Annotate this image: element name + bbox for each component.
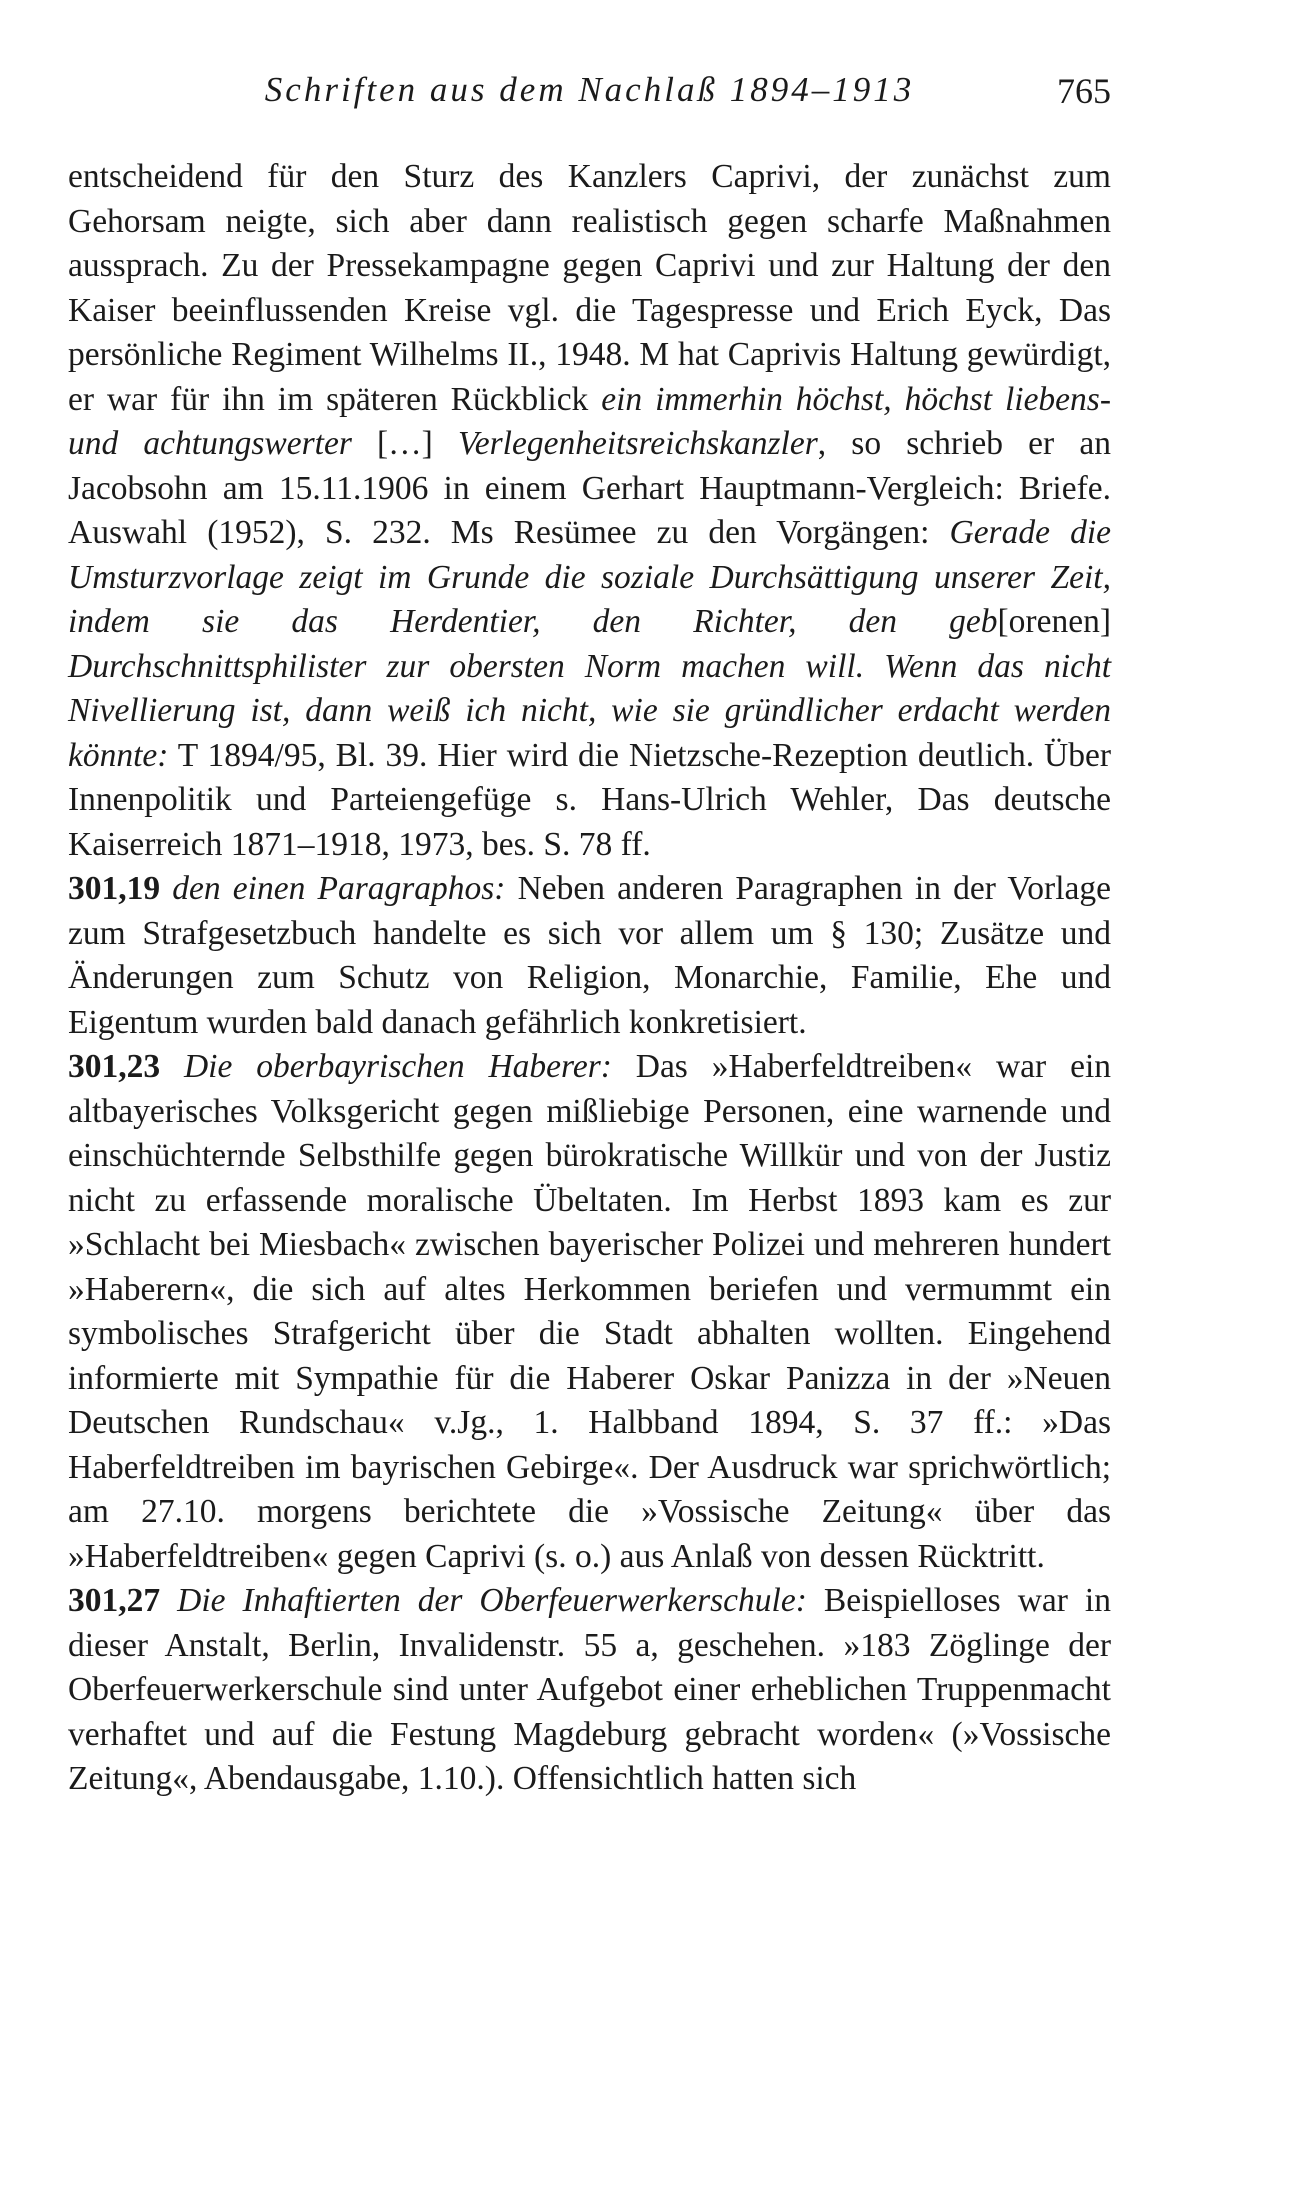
commentary-text: entscheidend für den Sturz des Kanzlers Caprivi, der zunächst zum Gehorsam neigte, sich aber dann realistisch gegen scharfe Maßnahmen aussprach. Zu der Pressekampagne gegen Caprivi und zur Haltung der den Kaiser beeinflussenden Kreise vgl. die Tagespresse und Erich Eyck, Das persönliche Regiment Wilhelms <box>68 158 1111 373</box>
page-number: 765 <box>1057 71 1111 111</box>
quoted-text: Verlegenheitsreichskanzler <box>458 425 818 462</box>
commentary-text: [orenen] <box>997 603 1111 640</box>
quoted-text: Gerade die Umsturzvorlage zeigt im Grunde die soziale Durchsättigung unserer Zeit, indem sie das Herdentier, den Richter, den geb <box>68 514 1111 640</box>
line-reference: 301,23 <box>68 1048 161 1085</box>
commentary-text: Das »Haberfeldtreiben« war ein altbayerisches Volksgericht gegen mißliebige Personen, eine warnende und einschüchternde Selbsthilfe gegen bürokratische Willkür und von der Justiz nicht zu erfassende moralische Übeltaten. Im Herbst 1893 kam es zur »Schlacht bei Miesbach« zwischen bayerischer Polizei und mehreren hundert »Haberern«, die sich auf altes Herkommen beriefen und vermummt ein symbolisches Strafgericht über die Stadt abhalten wollten. Eingehend informierte mit Sympathie für die Haberer Oskar Panizza in der »Neuen Deutschen Rundschau« v.Jg., 1. Halbband 1894, S. 37 ff.: »Das Haberfeldtreiben im bayrischen Gebirge«. Der Ausdruck war sprichwörtlich; am 27.10. morgens berichtete die »Vossische Zeitung« über das »Haberfeldtreiben« gegen Caprivi (s. o.) aus Anlaß von dessen Rücktritt. <box>68 1048 1111 1575</box>
commentary-text: , so schrieb er an Jacobsohn am 15.11.1906 in einem Gerhart Hauptmann-Vergleich: Briefe. Auswahl (1952), S. 232. Ms Resümee zu den Vorgängen: <box>68 425 1111 551</box>
commentary-text: Beispielloses war in dieser Anstalt, Berlin, Invalidenstr. 55 a, geschehen. »183 Zöglinge der Oberfeuerwerkerschule sind unter Aufgebot einer erheblichen Truppenmacht verhaftet und auf die Festung Magdeburg gebracht worden« (»Vossische Zeitung«, Abendausgabe, 1.10.). Offensichtlich hatten sich <box>68 1582 1111 1797</box>
line-reference: 301,27 <box>68 1582 161 1619</box>
running-title: Schriften aus dem Nachlaß 1894–1913 <box>264 70 915 109</box>
commentary-paragraph <box>68 155 1111 867</box>
page-header <box>68 62 1111 122</box>
quoted-text: ein immerhin höchst, höchst liebens- und achtungswerter <box>68 380 1111 462</box>
lemma: Die Inhaftierten der Oberfeuerwerkerschule: <box>177 1582 807 1619</box>
lemma: Die oberbayrischen Haberer: <box>183 1048 612 1085</box>
commentary-paragraph <box>68 867 1111 1045</box>
commentary-body <box>68 155 1111 1802</box>
commentary-text: T 1894/95, Bl. 39. Hier wird die Nietzsche-Rezeption deutlich. Über Innenpolitik und Parteiengefüge s. Hans-Ulrich Wehler, Das deutsche Kaiserreich 1871–1918, 1973, bes. S. 78 ff. <box>68 736 1111 863</box>
commentary-text: Neben anderen Paragraphen in der Vorlage zum Strafgesetzbuch handelte es sich vor allem um § 130; Zusätze und Änderungen zum Schutz von Religion, Monarchie, Familie, Ehe und Eigentum wurden bald danach gefährlich konkretisiert. <box>68 870 1111 1041</box>
line-reference: 301,19 <box>68 870 161 907</box>
commentary-text: ., 1948. M hat Caprivis Haltung gewürdigt, er war für ihn im späteren Rückblick <box>68 336 1111 418</box>
commentary-text: […] <box>377 425 459 462</box>
commentary-paragraph <box>68 1045 1111 1579</box>
commentary-text: II <box>507 336 530 373</box>
quoted-text: Durchschnittsphilister zur obersten Norm machen will. Wenn das nicht Nivellierung ist, dann weiß ich nicht, wie sie gründlicher erdacht werden könnte: <box>68 647 1111 774</box>
commentary-paragraph <box>68 1579 1111 1802</box>
lemma: den einen Paragraphos: <box>172 870 506 907</box>
